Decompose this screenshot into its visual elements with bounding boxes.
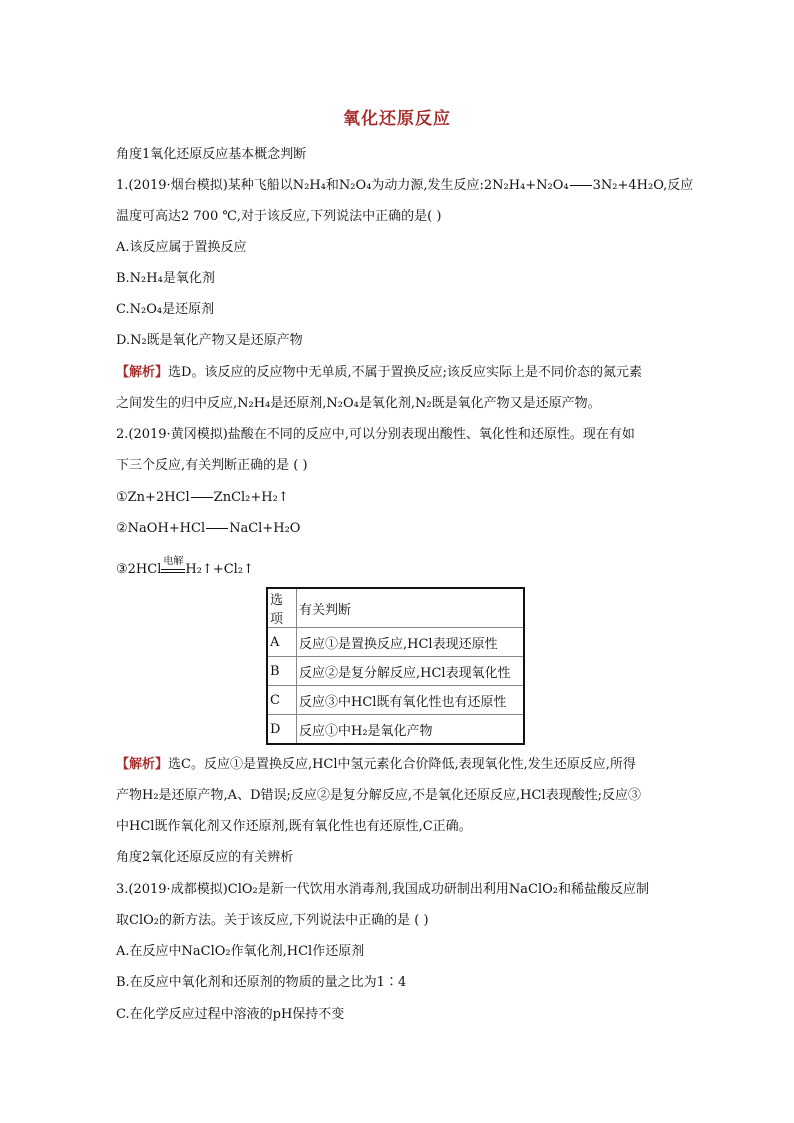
section-heading-2: 角度2氧化还原反应的有关辨析 — [116, 850, 294, 865]
table-row — [267, 628, 524, 657]
table-row — [267, 715, 524, 745]
q2-analysis-line3: 中HCl既作氧化剂又作还原剂,既有氧化性也有还原性,C正确。 — [116, 819, 472, 834]
q3-option-b: B.在反应中氧化剂和还原剂的物质的量之比为1∶4 — [116, 975, 407, 990]
q1-stem-line2: 温度可高达2 700 ℃,对于该反应,下列说法中正确的是( ) — [116, 209, 442, 224]
reaction-3-right: H₂↑+Cl₂↑ — [185, 562, 254, 577]
table-cell-judgment: 反应②是复分解反应,HCl表现氧化性 — [297, 657, 525, 686]
q1-stem-line1-left: 1.(2019·烟台模拟)某种飞船以N₂H₄和N₂O₄为动力源,发生反应:2N₂H₄+N₂O₄ — [116, 178, 569, 193]
reaction-2-right: NaCl+H₂O — [229, 521, 301, 536]
table-row — [267, 657, 524, 686]
q2-analysis-line1 — [116, 756, 696, 774]
q1-analysis-line2: 之间发生的归中反应,N₂H₄是还原剂,N₂O₄是氧化剂,N₂既是氧化产物又是还原产物。 — [116, 396, 601, 411]
q3-option-c: C.在化学反应过程中溶液的pH保持不变 — [116, 1007, 345, 1022]
q2-analysis-line2: 产物H₂是还原产物,A、D错误;反应②是复分解反应,不是氧化还原反应,HCl表现酸性;反应③ — [116, 788, 641, 803]
q2-reaction-2 — [116, 520, 696, 538]
equals-sign-icon — [570, 185, 592, 186]
table-header-row — [267, 588, 524, 628]
q2-reaction-3 — [116, 555, 696, 579]
q1-stem-line1-right: 3N₂+4H₂O,反应 — [592, 178, 694, 193]
table-cell-judgment: 反应③中HCl既有氧化性也有还原性 — [297, 686, 525, 715]
q2-reaction-1 — [116, 489, 696, 507]
analysis-tag: 【解析】 — [116, 757, 169, 772]
q3-option-a: A.在反应中NaClO₂作氧化剂,HCl作还原剂 — [116, 944, 365, 959]
equals-sign-icon — [206, 528, 228, 529]
section-heading-1: 角度1氧化还原反应基本概念判断 — [116, 147, 307, 162]
q1-analysis-text1: 选D。该反应的反应物中无单质,不属于置换反应;该反应实际上是不同价态的氮元素 — [168, 365, 642, 380]
q3-stem-line2: 取ClO₂的新方法。关于该反应,下列说法中正确的是 ( ) — [116, 913, 429, 928]
q2-stem-line2: 下三个反应,有关判断正确的是 ( ) — [116, 458, 308, 473]
q1-analysis-line1 — [116, 364, 696, 382]
q1-option-a: A.该反应属于置换反应 — [116, 240, 247, 255]
table-header-option: 选项 — [267, 588, 297, 628]
table-cell-option: C — [267, 686, 297, 715]
reaction-3-left: ③2HCl — [116, 562, 162, 577]
q1-option-c: C.N₂O₄是还原剂 — [116, 302, 215, 317]
table-cell-option: A — [267, 628, 297, 657]
q1-option-b: B.N₂H₄是氧化剂 — [116, 271, 215, 286]
q2-analysis-text1: 选C。反应①是置换反应,HCl中氢元素化合价降低,表现氧化性,发生还原反应,所得 — [168, 757, 636, 772]
page-title: 氧化还原反应 — [343, 109, 451, 129]
table-row — [267, 686, 524, 715]
table-cell-judgment: 反应①是置换反应,HCl表现还原性 — [297, 628, 525, 657]
table-header-judgment: 有关判断 — [297, 588, 525, 628]
q1-stem-line1 — [116, 177, 696, 195]
reaction-2-left: ②NaOH+HCl — [116, 521, 206, 536]
equals-sign-lower-icon — [161, 572, 185, 573]
reaction-1-right: ZnCl₂+H₂↑ — [213, 490, 289, 505]
table-cell-option: D — [267, 715, 297, 745]
judgment-table — [266, 587, 525, 745]
table-cell-option: B — [267, 657, 297, 686]
reaction-1-left: ①Zn+2HCl — [116, 490, 190, 505]
q2-stem-line1: 2.(2019·黄冈模拟)盐酸在不同的反应中,可以分别表现出酸性、氧化性和还原性。现在有如 — [116, 427, 635, 442]
analysis-tag: 【解析】 — [116, 365, 169, 380]
electrolysis-condition — [161, 555, 185, 573]
q1-option-d: D.N₂既是氧化产物又是还原产物 — [116, 333, 303, 348]
equals-sign-icon — [191, 497, 213, 498]
electrolysis-label: 电解 — [163, 555, 184, 567]
table-cell-judgment: 反应①中H₂是氧化产物 — [297, 715, 525, 745]
q3-stem-line1: 3.(2019·成都模拟)ClO₂是新一代饮用水消毒剂,我国成功研制出利用NaClO₂和稀盐酸反应制 — [116, 882, 649, 897]
